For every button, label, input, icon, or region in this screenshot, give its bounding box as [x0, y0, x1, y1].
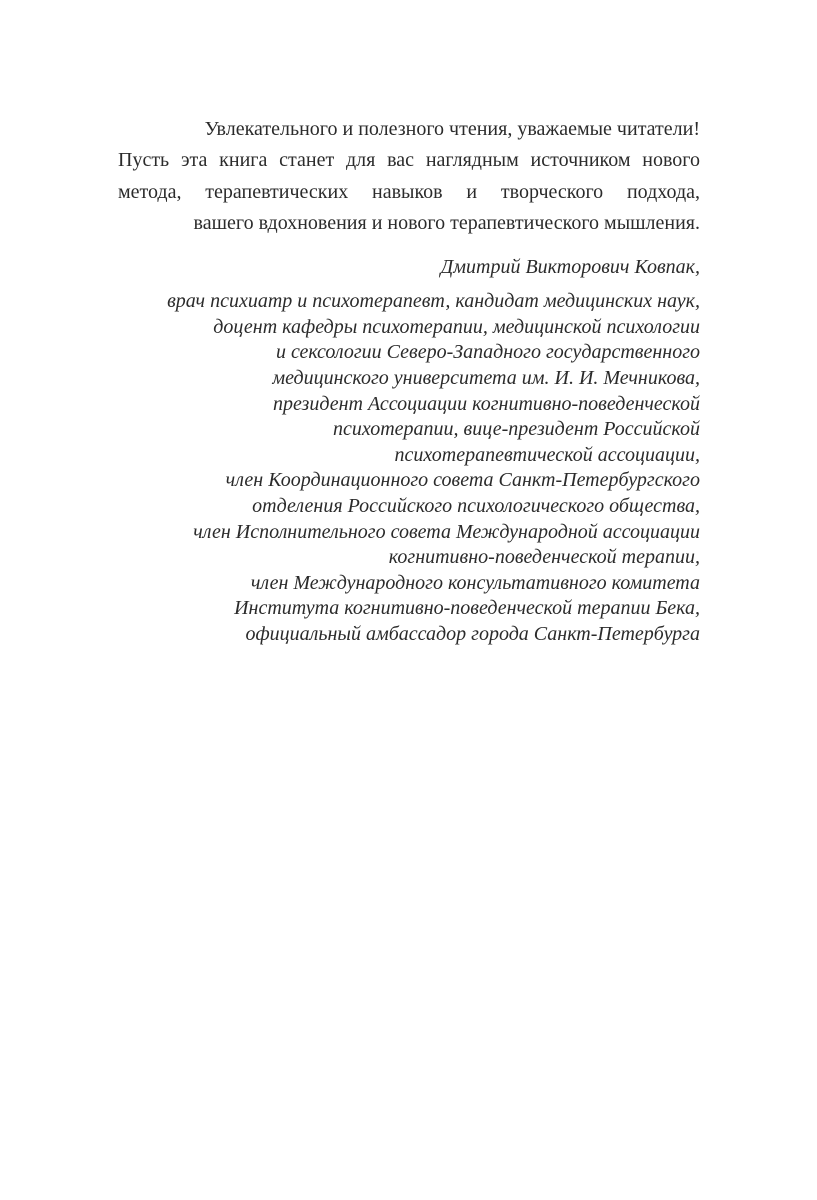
paragraph-line: Пусть эта книга станет для вас наглядным источником нового: [118, 149, 700, 172]
author-credential-line: член Координационного совета Санкт-Петербургского: [225, 469, 700, 492]
paragraph-line: вашего вдохновения и нового терапевтического мышления.: [193, 211, 700, 234]
text-block: [118, 114, 700, 648]
closing-paragraph: [118, 114, 700, 239]
author-credential-line: доцент кафедры психотерапии, медицинской психологии: [213, 315, 700, 338]
author-credential-line: отделения Российского психологического общества,: [252, 494, 700, 517]
author-credential-line: официальный амбассадор города Санкт-Петербурга: [245, 622, 700, 645]
author-credential-line: психотерапии, вице-президент Российской: [332, 418, 700, 441]
author-name: Дмитрий Викторович Ковпак,: [440, 256, 700, 279]
author-credential-line: медицинского университета им. И. И. Мечникова,: [272, 366, 700, 389]
paragraph-line: Увлекательного и полезного чтения, уважаемые читатели!: [204, 118, 700, 140]
paragraph-line: метода, терапевтических навыков и творческого подхода,: [118, 180, 700, 203]
author-credential-line: психотерапевтической ассоциации,: [394, 443, 700, 466]
author-credential-line: член Международного консультативного комитета: [250, 571, 700, 594]
author-credential-line: член Исполнительного совета Международной ассоциации: [193, 520, 700, 543]
author-credential-line: президент Ассоциации когнитивно-поведенческой: [272, 392, 700, 415]
author-credential-line: и сексологии Северо-Западного государственного: [275, 341, 700, 364]
author-credential-line: врач психиатр и психотерапевт, кандидат медицинских наук,: [167, 290, 700, 313]
author-signature: [118, 252, 700, 647]
author-credential-line: Института когнитивно-поведенческой терапии Бека,: [234, 597, 700, 620]
author-credential-line: когнитивно-поведенческой терапии,: [388, 546, 700, 569]
